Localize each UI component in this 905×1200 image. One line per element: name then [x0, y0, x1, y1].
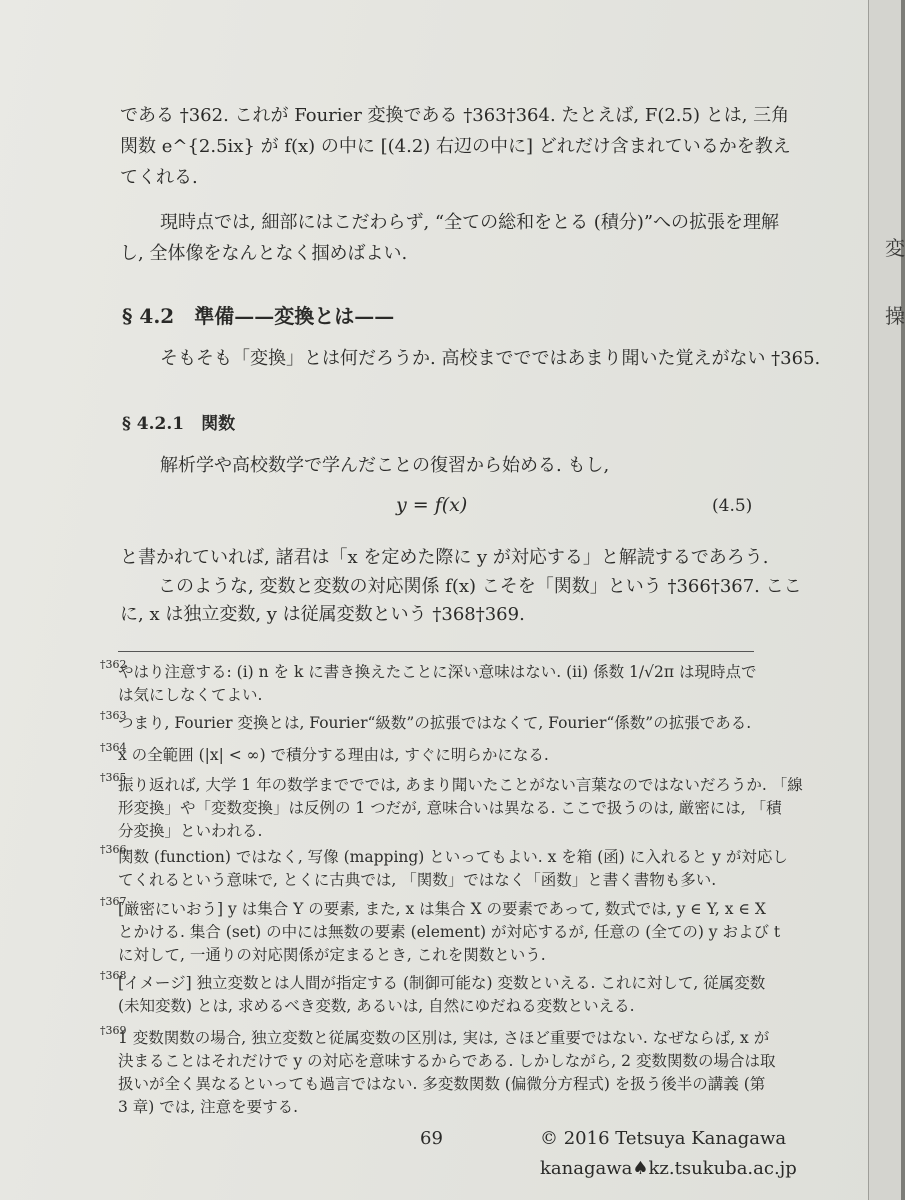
footnote-text: x の全範囲 (|x| < ∞) で積分する理由は, すぐに明らかになる.	[118, 746, 549, 764]
footnote-text: 関数 (function) ではなく, 写像 (mapping) といってもよい. x を箱 (函) に入れると y が対応し	[118, 848, 788, 866]
equation: y = f(x)	[396, 494, 468, 516]
copyright: © 2016 Tetsuya Kanagawa	[540, 1128, 787, 1149]
footnote-marker: †364	[100, 741, 127, 754]
footnote-marker: †362	[100, 658, 127, 671]
footnote-text: 扱いが全く異なるといっても過言ではない. 多変数関数 (偏微分方程式) を扱う後半の講義 (第	[118, 1075, 766, 1093]
footnote-marker: †368	[100, 969, 127, 982]
footnote-marker: †369	[100, 1024, 127, 1037]
footnote-text: 振り返れば, 大学 1 年の数学までででは, あまり聞いたことがない言葉なのではないだろうか. 「線	[118, 776, 803, 794]
adjacent-page-edge	[868, 0, 901, 1200]
paragraph1-line3: てくれる.	[120, 167, 198, 188]
footnote-text: てくれるという意味で, とくに古典では, 「関数」ではなく「函数」と書く書物も多い.	[118, 871, 717, 889]
footnote-text: (未知変数) とは, 求めるべき変数, あるいは, 自然にゆだねる変数といえる.	[118, 997, 635, 1015]
subsection-heading: § 4.2.1 関数	[122, 414, 236, 434]
page-number: 69	[420, 1128, 443, 1149]
footnote-marker: †366	[100, 843, 127, 856]
footnote-text: 分変換」といわれる.	[118, 822, 263, 840]
footnote-text: 決まることはそれだけで y の対応を意味するからである. しかしながら, 2 変数関数の場合は取	[118, 1052, 776, 1070]
paragraph3-line1: と書かれていれば, 諸君は「x を定めた際に y が対応する」と解読するであろう.	[120, 547, 769, 568]
paragraph2-line2: し, 全体像をなんとなく掴めばよい.	[120, 243, 408, 264]
paragraph3-line2: このような, 変数と変数の対応関係 f(x) こそを「関数」という †366†367. ここ	[158, 576, 802, 597]
author-email: kanagawa♠kz.tsukuba.ac.jp	[540, 1158, 797, 1179]
footnote-marker: †367	[100, 895, 127, 908]
footnote-text: に対して, 一通りの対応関係が定まるとき, これを関数という.	[118, 946, 546, 964]
paragraph3-line3: に, x は独立変数, y は従属変数という †368†369.	[120, 604, 525, 625]
subsection-line1: 解析学や高校数学で学んだことの復習から始める. もし,	[160, 455, 610, 476]
section-heading: § 4.2 準備——変換とは——	[122, 304, 395, 328]
section-intro: そもそも「変換」とは何だろうか. 高校まででではあまり聞いた覚えがない †365.	[160, 348, 821, 369]
paragraph1-line1: である †362. これが Fourier 変換である †363†364. たとえば, F(2.5) とは, 三角	[120, 105, 790, 126]
footnote-text: [イメージ] 独立変数とは人間が指定する (制御可能な) 変数といえる. これに対して, 従属変数	[118, 974, 766, 992]
footnote-text: は気にしなくてよい.	[118, 686, 263, 704]
footnote-rule	[118, 651, 754, 652]
adjacent-page-glyph: 操	[885, 304, 905, 328]
footnote-marker: †363	[100, 709, 127, 722]
equation-number: (4.5)	[712, 496, 753, 516]
footnote-text: つまり, Fourier 変換とは, Fourier“級数”の拡張ではなくて, Fourier“係数”の拡張である.	[118, 714, 752, 732]
footnote-marker: †365	[100, 771, 127, 784]
paragraph2-line1: 現時点では, 細部にはこだわらず, “全ての総和をとる (積分)”への拡張を理解	[160, 212, 780, 233]
paragraph1-line2: 関数 e^{2.5ix} が f(x) の中に [(4.2) 右辺の中に] どれだけ含まれているかを教え	[120, 136, 791, 157]
footnote-text: 3 章) では, 注意を要する.	[118, 1098, 299, 1116]
footnote-text: 1 変数関数の場合, 独立変数と従属変数の区別は, 実は, さほど重要ではない. なぜならば, x が	[118, 1029, 770, 1047]
footnote-text: [厳密にいおう] y は集合 Y の要素, また, x は集合 X の要素であって, 数式では, y ∈ Y, x ∈ X	[118, 900, 766, 918]
footnote-text: とかける. 集合 (set) の中には無数の要素 (element) が対応するが, 任意の (全ての) y および t	[118, 923, 781, 941]
footnote-text: やはり注意する: (i) n を k に書き換えたことに深い意味はない. (ii) 係数 1/√2π は現時点で	[118, 663, 757, 681]
adjacent-page-glyph: 変	[885, 236, 905, 260]
footnote-text: 形変換」や「変数変換」は反例の 1 つだが, 意味合いは異なる. ここで扱うのは, 厳密には, 「積	[118, 799, 782, 817]
